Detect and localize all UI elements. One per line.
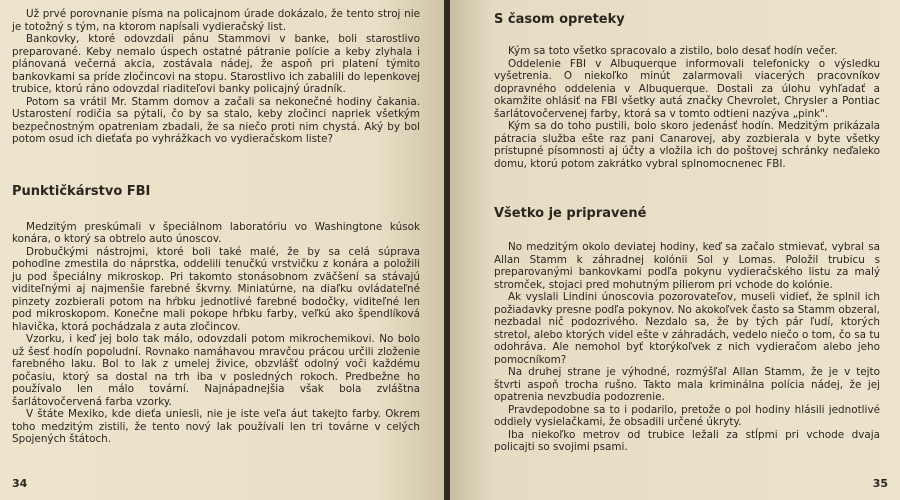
left-body-paragraph: Drobučkými nástrojmi, ktoré boli také malé, že by sa celá súprava pohodlne zmestila do náprstka, oddelili tenučkú vrstvičku z konára a položili ju pod špeciálny mikroskop. Pri takomto stonásobnom zväčšení sa stávajú viditeľnými aj najmenšie farebné škvrny. Miniatúrne, na diaľku ovládateľné pinzety zozbierali potom na hŕbku jednotlivé farebné bodočky, viditeľné len pod mikroskopom. Konečne mali pokope hŕbku farby, veľkú ako špendlíková hlavička, ktorá pochádzala z auta zločincov.: [12, 245, 420, 333]
left-body-paragraph: Vzorku, i keď jej bolo tak málo, odovzdali potom mikrochemikovi. No bolo už šesť hodín popoludní. Rovnako namáhavou mravčou prácou určili zloženie farebného laku. Bol to lak z umelej živice, obzvlášť odolný voči každému počasiu, ktorý sa dostal na trh iba v posledných rokoch. Predbežne ho používalo len málo tovární. Najnápadnejšia však bola zvláštna šarlátovočervená farba vzorky.: [12, 333, 420, 408]
right-paragraph: Kým sa do toho pustili, bolo skoro jedenásť hodín. Medzitým prikázala pátracia služba ešte raz pani Canarovej, aby zozbierala v byte všetky prístupné písomnosti aj účty a vložila ich do poštovej schránky neďaleko domu, ktorú potom zakrátko vybral splnomocnenec FBI.: [494, 120, 880, 170]
left-body-paragraph: V štáte Mexiko, kde dieťa uniesli, nie je iste veľa áut takejto farby. Okrem toho medzitým zistili, že tento nový lak používali len tri továrne v celých Spojených štátoch.: [12, 408, 420, 445]
right-section-heading-1: S časom opreteky: [494, 12, 625, 27]
left-page: [0, 0, 444, 500]
left-intro-paragraph: Potom sa vrátil Mr. Stamm domov a začali sa nekonečné hodiny čakania. Ustarostení rodičia sa pýtali, čo by sa stalo, keby zločinci napriek všetkým bezpečnostným opatreniam zbadali, že sa niečo proti nim chystá. Aký by bol potom osud ich dieťaťa po vyhrážkach vo vydieračskom liste?: [12, 95, 420, 145]
right-page-number: 35: [872, 477, 888, 490]
left-intro-paragraph: Bankovky, ktoré odovzdali pánu Stammovi v banke, boli starostlivo preparované. Keby nemalo úspech ostatné pátranie polície a keby zlyhala i plánovaná večerná akcia, zostávala nádej, že aspoň pri platení týmito bankovkami sa príde zločincovi na stopu. Starostlivo ich zabalili do lepenkovej trubice, ktorú ráno odovzdal riaditeľovi banky policajný úradník.: [12, 33, 420, 95]
right-paragraph: Iba niekoľko metrov od trubice ležali za stĺpmi pri vchode dvaja policajti so svojimi psami.: [494, 428, 880, 453]
right-paragraph: No medzitým okolo deviatej hodiny, keď sa začalo stmievať, vybral sa Allan Stamm k záhradnej kolónii Sol y Lomas. Položil trubicu s preparovanými bankovkami podľa pokynu vydieračského listu za malý stromček, stojaci pred mohutným pilierom pri vchode do kolónie.: [494, 241, 880, 291]
right-page: [450, 0, 900, 500]
right-paragraph: Oddelenie FBI v Albuquerque informovali telefonicky o výsledku vyšetrenia. O niekoľko minút zalarmovali viacerých pracovníkov dopravného oddelenia v Albuquerque. Dostali za úlohu vyhľadať a okamžite ohlásiť na FBI všetky autá značky Chevrolet, Chrysler a Pontiac šarlátovočervenej farby, ktorá sa v tomto odtieni nazýva „pink".: [494, 57, 880, 120]
right-paragraph: Ak vyslali Lindini únoscovia pozorovateľov, museli vidieť, že splnil ich požiadavky presne podľa pokynov. No akokoľvek často sa Stamm obzeral, nezbadal nič podozrivého. Nezdalo sa, že by tých pár ľudí, ktorých stretol, alebo ktorých videl ešte v záhradách, vedelo niečo o tom, čo sa tu odohráva. Ale nemohol byť ktorýkoľvek z nich vydieračom alebo jeho pomocníkom?: [494, 291, 880, 366]
left-intro-paragraph: Už prvé porovnanie písma na policajnom úrade dokázalo, že tento stroj nie je totožný s tým, na ktorom napísali vydieračský list.: [12, 8, 420, 33]
left-body-paragraph: Medzitým preskúmali v špeciálnom laboratóriu vo Washingtone kúsok konára, o ktorý sa obtrelo auto únoscov.: [12, 220, 420, 245]
right-section-heading-2: Všetko je pripravené: [494, 206, 647, 221]
right-paragraph: Na druhej strane je výhodné, rozmýšľal Allan Stamm, že je v tejto štvrti aspoň trocha rušno. Takto mala kriminálna polícia nádej, že jej opatrenia nevzbudia podozrenie.: [494, 366, 880, 403]
left-page-number: 34: [12, 477, 28, 490]
right-paragraph: Pravdepodobne sa to i podarilo, pretože o pol hodiny hlásili jednotlivé oddiely vysielačkami, že obsadili určené úkryty.: [494, 403, 880, 428]
right-paragraph: Kým sa toto všetko spracovalo a zistilo, bolo desať hodín večer.: [508, 45, 838, 57]
left-section-heading: Punktičkárstvo FBI: [12, 183, 151, 199]
